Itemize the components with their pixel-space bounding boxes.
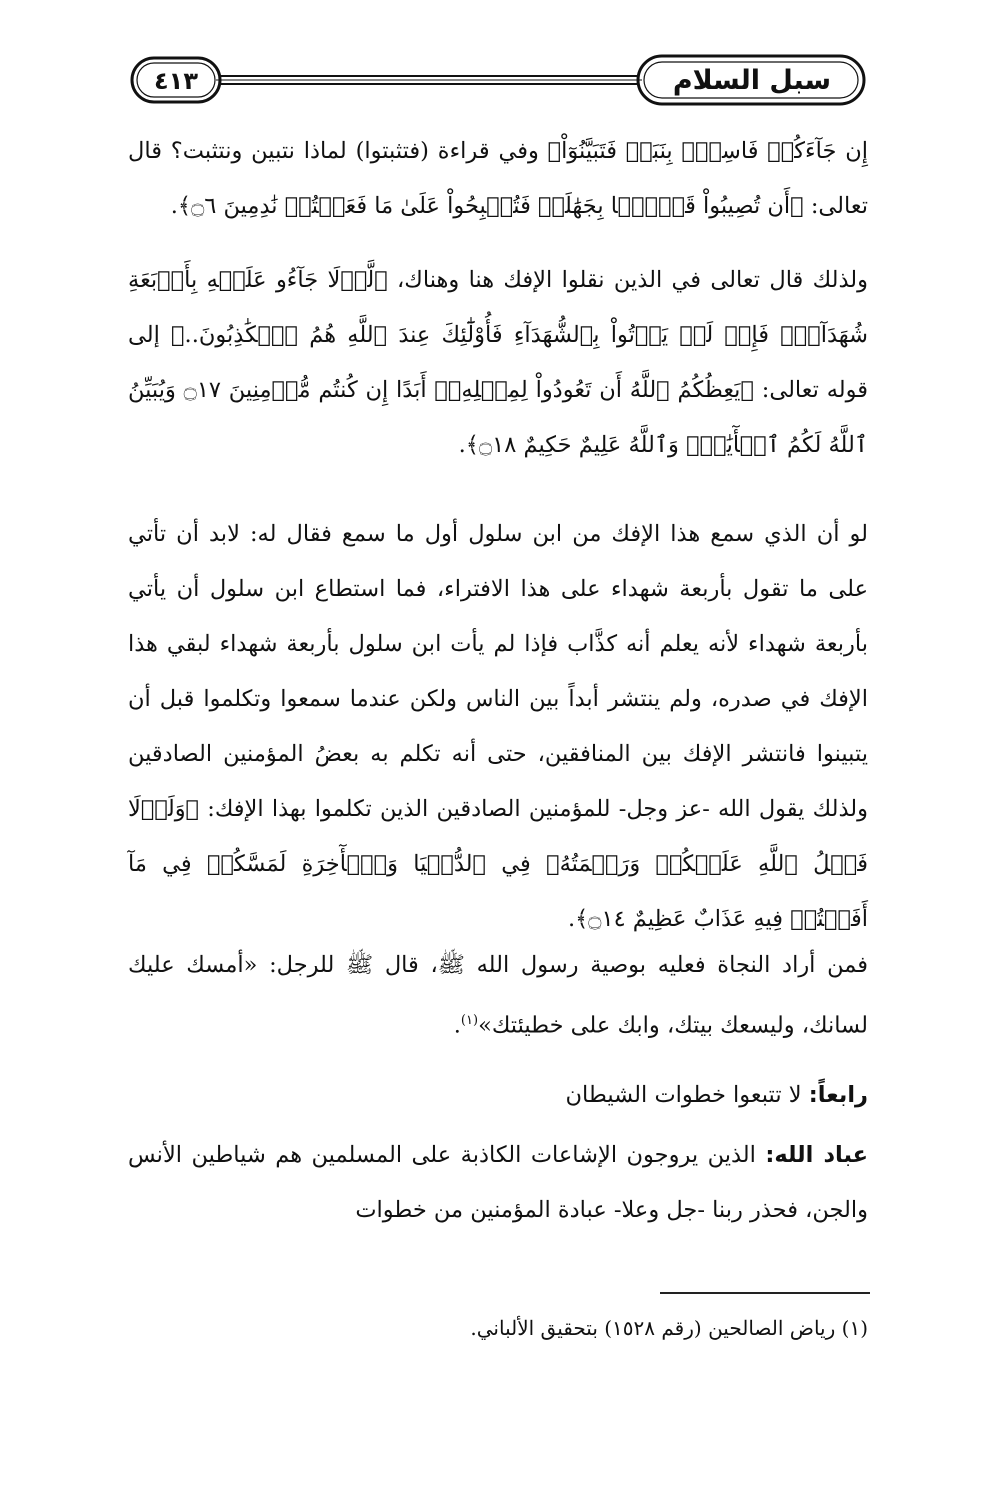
footnote-reference[interactable]: (١) [460,1013,479,1028]
paragraph-3-text: لو أن الذي سمع هذا الإفك من ابن سلول أول ما سمع فقال له: لابد أن تأتي على ما تقول بأربعة شهداء على هذا الافتراء، فما استطاع ابن سلول أن يأتي بأربعة شهداء لأنه يعلم أنه كذَّاب فإذا لم يأت ابن سلول بأربعة شهداء لبقي هذا الإفك في صدره، ولم ينتشر أبداً بين الناس ولكن عندما سمعوا وتكلموا قبل أن يتبينوا فانتشر الإفك بين المنافقين، حتى أنه تكلم به بعضُ المؤمنين الصادقين ولذلك يقول الله -عز وجل- للمؤمنين الصادقين الذين تكلموا بهذا الإفك: ﴿وَلَوۡلَا فَضۡلُ ٱللَّهِ عَلَيۡكُمۡ وَرَحۡمَتُهُۥ فِي ٱلدُّنۡيَا وَٱلۡأٓخِرَةِ لَمَسَّكُمۡ فِي مَآ أَفَضۡتُمۡ فِيهِ عَذَابٌ عَظِيمٌ ۝١٤﴾. [128,521,869,932]
paragraph-1-text: إِن جَآءَكُمۡ فَاسِقُۢ بِنَبَإٖ فَتَبَيَّنُوٓاْ﴾ وفي قراءة (فتثبتوا) لماذا نتبين ونتثبت؟ قال تعالى: ﴿أَن تُصِيبُواْ قَوۡمَۢا بِجَهَٰلَةٖ فَتُصۡبِحُواْ عَلَىٰ مَا فَعَلۡتُمۡ نَٰدِمِينَ ۝٦﴾. [128,138,868,219]
paragraph-4 [128,938,868,1054]
section-heading-text [128,1068,868,1123]
paragraph-4-end: . [453,1012,461,1039]
paragraph-4-main: فمن أراد النجاة فعليه بوصية رسول الله ﷺ، قال ﷺ للرجل: «أمسك عليك لسانك، وليسعك بيتك، وابك على خطيئتك» [128,952,868,1039]
footnote-divider [660,1292,870,1294]
footnote: (١) رياض الصالحين (رقم ١٥٢٨) بتحقيق الألباني. [470,1316,868,1340]
section-heading [128,1068,868,1123]
paragraph-2 [128,253,868,473]
paragraph-2-text: ولذلك قال تعالى في الذين نقلوا الإفك هنا وهناك، ﴿لَّوۡلَا جَآءُو عَلَيۡهِ بِأَرۡبَعَةِ شُهَدَآءَۚ فَإِذۡ لَمۡ يَأۡتُواْ بِٱلشُّهَدَآءِ فَأُوْلَٰٓئِكَ عِندَ ٱللَّهِ هُمُ ٱلۡكَٰذِبُونَ..﴾ إلى قوله تعالى: ﴿يَعِظُكُمُ ٱللَّهُ أَن تَعُودُواْ لِمِثۡلِهِۦٓ أَبَدًا إِن كُنتُم مُّؤۡمِنِينَ ۝١٧ وَيُبَيِّنُ ٱللَّهُ لَكُمُ ٱلۡأٓيَٰتِۚ وَٱللَّهُ عَلِيمٌ حَكِيمٌ ۝١٨﴾. [128,267,868,458]
paragraph-6-lead: عباد الله: [765,1142,868,1168]
page-number: ٤١٣ [154,67,198,95]
section-heading-title: لا تتبعوا خطوات الشيطان [565,1082,809,1108]
paragraph-6-body: الذين يروجون الإشاعات الكاذبة على المسلمين هم شياطين الأنس والجن، فحذر ربنا -جل وعلا- عبادة المؤمنين من خطوات [128,1142,868,1223]
paragraph-6-text [128,1128,868,1238]
paragraph-1 [128,124,868,234]
paragraph-4-text [128,938,868,1054]
section-heading-label: رابعاً: [808,1082,868,1108]
paragraph-3 [128,507,868,947]
page-title: سبل السلام [672,65,832,96]
paragraph-6 [128,1128,868,1238]
page-header [128,50,868,112]
